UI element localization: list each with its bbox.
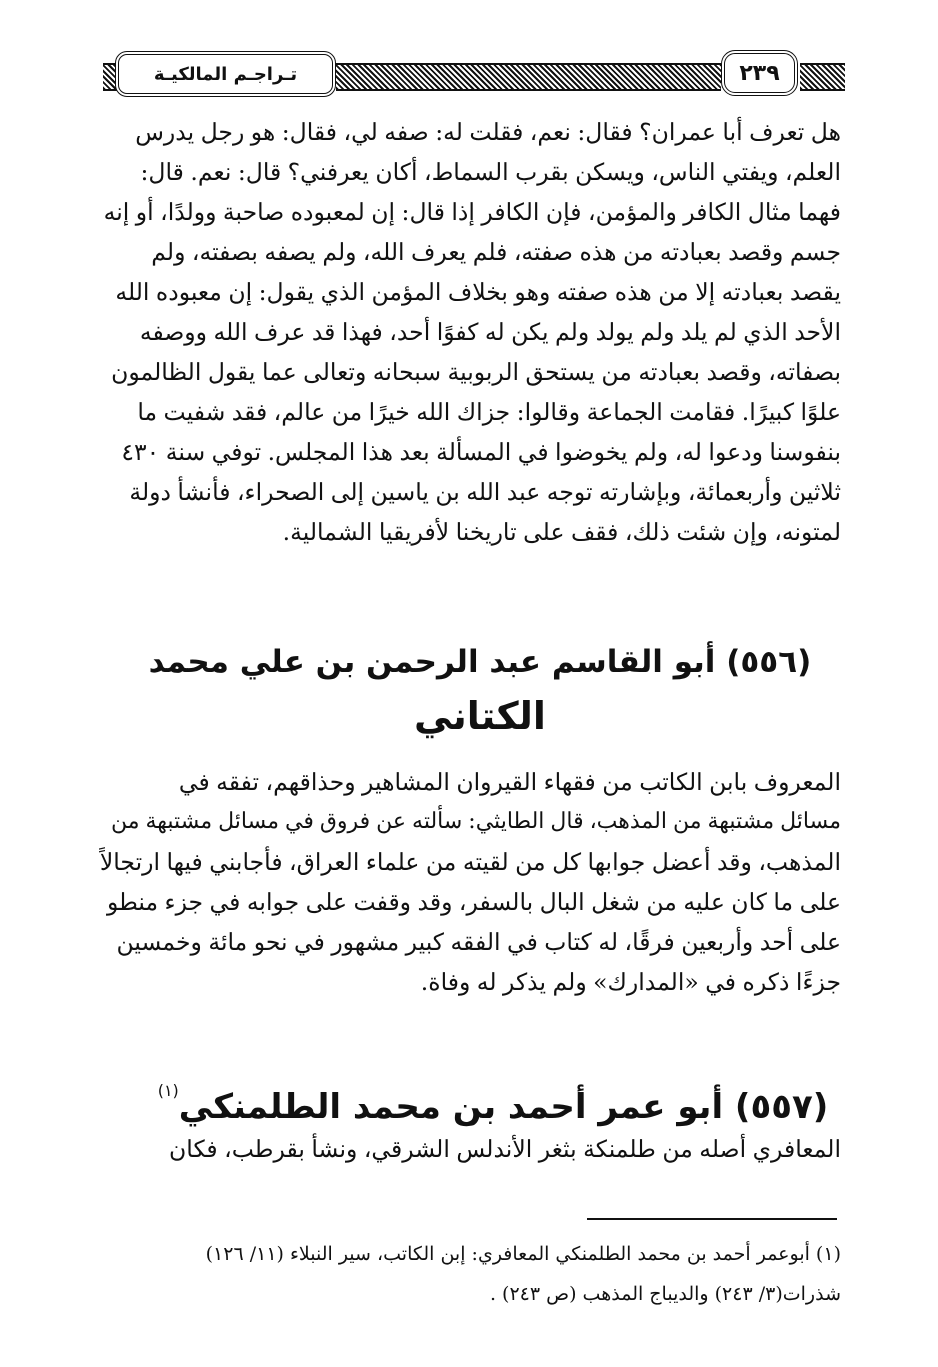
entry-556-paragraph <box>99 762 841 1002</box>
header-ornament-right <box>800 63 845 91</box>
footnote-line: شذرات(٣/ ٢٤٣) والديباج المذهب (ص ٢٤٣) . <box>489 1283 841 1305</box>
footnote-separator <box>587 1218 837 1220</box>
text-line: مسائل مشتبهة من المذهب، قال الطايثي: سألته عن فروق في مسائل مشتبهة من <box>110 809 841 834</box>
entry-557-paragraph <box>99 1129 841 1169</box>
text-line: علوًا كبيرًا. فقامت الجماعة وقالوا: جزاك الله خيرًا من عالم، فقد شفيت ما <box>137 398 841 426</box>
text-line: فهما مثال الكافر والمؤمن، فإن الكافر إذا قال: إن لمعبوده صاحبة وولدًا، أو إنه <box>103 198 841 226</box>
footnote-line: (١) أبوعمر أحمد بن محمد الطلمنكي المعافري: إبن الكاتب، سير النبلاء (١١/ ١٢٦) <box>205 1243 841 1265</box>
paragraph-continued <box>99 112 841 552</box>
text-line: ثلاثين وأربعمائة، وبإشارته توجه عبد الله بن ياسين إلى الصحراء، فأنشأ دولة <box>129 478 841 506</box>
text-line: بنفوسنا ودعوا له، ولم يخوضوا في المسألة بعد هذا المجلس. توفي سنة ٤٣٠ <box>121 438 841 466</box>
footnote <box>99 1234 841 1314</box>
entry-heading-557 <box>150 1065 830 1133</box>
header-ornament-middle <box>336 63 721 91</box>
text-line: المعافري أصله من طلمنكة بثغر الأندلس الشرقي، ونشأ بقرطب، فكان <box>169 1135 841 1163</box>
text-line: جزءًا ذكره في «المدارك» ولم يذكر له وفاة. <box>420 968 841 996</box>
text-line: جسم وقصد بعبادته من هذه صفته، فلم يعرف الله، ولم يصفه بصفته، ولم <box>151 238 841 266</box>
running-title: تـراجـم المالكيـة <box>115 51 336 97</box>
page-number: ٢٣٩ <box>721 50 798 96</box>
text-line: على أحد وأربعين فرقًا، له كتاب في الفقه كبير مشهور في نحو مائة وخمسين <box>116 928 841 956</box>
text-line: المذهب، وقد أعضل جوابها كل من لقيته من علماء العراق، فأجابني فيها ارتجالاً <box>99 848 841 876</box>
entry-heading-557-text: (٥٥٧) أبو عمر أحمد بن محمد الطلمنكي <box>178 1087 829 1127</box>
text-line: على ما كان عليه من شغل البال بالسفر، وقد وقفت على جوابه في جزء منطو <box>106 888 841 916</box>
entry-heading-556-continued: الكتاني <box>414 694 546 738</box>
running-header <box>103 44 845 104</box>
text-line: لمتونه، وإن شئت ذلك، فقف على تاريخنا لأفريقيا الشمالية. <box>282 518 841 546</box>
text-line: يقصد بعبادته إلا من هذه صفته وهو بخلاف المؤمن الذي يقول: إن معبوده الله <box>115 278 841 306</box>
text-line: العلم، ويفتي الناس، ويسكن بقرب السماط، أكان يعرفني؟ قال: نعم. قال: <box>140 158 841 186</box>
entry-heading-556: (٥٥٦) أبو القاسم عبد الرحمن بن علي محمد <box>148 644 812 680</box>
text-line: هل تعرف أبا عمران؟ فقال: نعم، فقلت له: صفه لي، فقال: هو رجل يدرس <box>135 118 841 146</box>
footnote-marker: (١) <box>157 1081 179 1100</box>
text-line: المعروف بابن الكاتب من فقهاء القيروان المشاهير وحذاقهم، تفقه في <box>178 768 841 796</box>
text-line: الأحد الذي لم يلد ولم يولد ولم يكن له كفوًا أحد، فهذا قد عرف الله ووصفه <box>139 318 841 346</box>
text-line: بصفاته، وقصد بعبادته من يستحق الربوبية سبحانه وتعالى عما يقول الظالمون <box>111 358 841 386</box>
